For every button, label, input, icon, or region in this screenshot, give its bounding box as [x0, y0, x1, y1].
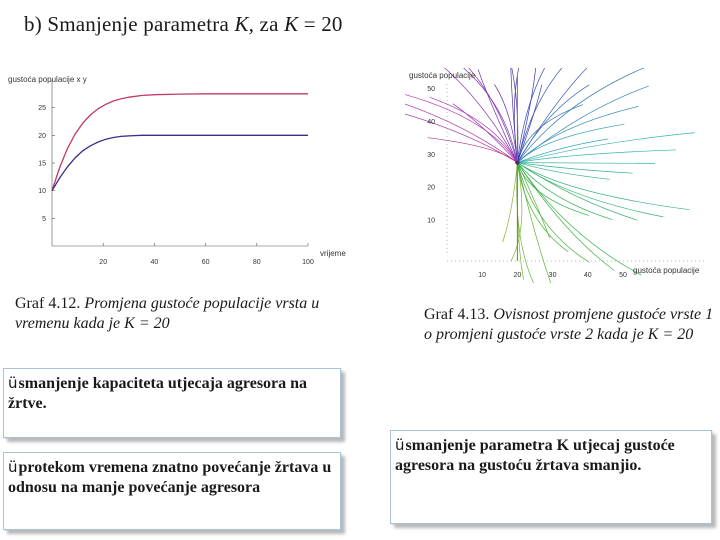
y-tick-label: 20 [38, 132, 46, 140]
y-tick-label: 25 [38, 105, 46, 113]
figure-caption-left: Graf 4.12. Promjena gustoće populacije vrsta u vremenu kada je K = 20 [15, 295, 320, 332]
x-tick-label: 20 [513, 272, 522, 279]
y-tick-label: 50 [427, 86, 435, 94]
figure-caption-right: Graf 4.13. Ovisnost promjene gustoće vrste 1 o promjeni gustoće vrste 2 kada je K = 20 [424, 306, 714, 343]
checkmark-icon: ü [8, 458, 18, 476]
y-tick-label: 5 [42, 215, 46, 223]
trajectory-line [405, 95, 517, 163]
y-tick-label: 30 [427, 151, 435, 159]
x-tick-label: 80 [252, 259, 261, 266]
x-tick-label: 30 [548, 272, 557, 279]
note-callout-2: üprotekom vremena znatno povećanje žrtava u odnosu na manje povećanje agresora [3, 452, 341, 530]
x-tick-label: 50 [619, 272, 627, 279]
trajectory-line [517, 86, 648, 163]
y-tick-label: 10 [427, 217, 435, 225]
x-axis-label: vrijeme [320, 249, 346, 258]
x-tick-label: 40 [583, 272, 592, 279]
checkmark-icon: ü [8, 374, 18, 392]
x-tick-label: 10 [478, 272, 487, 279]
x-tick-label: 20 [99, 259, 108, 266]
series-line-2 [52, 135, 308, 190]
trajectory-line [517, 150, 676, 163]
trajectory-line [430, 97, 517, 162]
note-callout-1: üsmanjenje kapaciteta utjecaja agresora na žrtve. [3, 368, 341, 438]
y-axis-label: gustoća populacije [409, 71, 476, 80]
trajectory-line [503, 163, 518, 243]
trajectory-line [517, 68, 581, 163]
note-callout-3: üsmanjenje parametra K utjecaj gustoće agresora na gustoću žrtava smanjio. [390, 430, 712, 524]
y-tick-label: 40 [427, 118, 435, 126]
x-tick-label: 40 [150, 259, 159, 266]
y-tick-label: 15 [38, 160, 46, 168]
trajectory-line [517, 163, 641, 275]
time-series-chart [0, 68, 370, 268]
x-tick-label: 60 [201, 259, 210, 266]
phase-portrait-chart [405, 68, 720, 283]
trajectory-line [428, 138, 518, 163]
trajectory-line [517, 163, 632, 174]
x-tick-label: 100 [302, 259, 314, 266]
trajectory-line [517, 163, 655, 164]
x-axis-label: gustoća populacije [633, 266, 700, 275]
series-line-1 [52, 94, 308, 191]
y-axis-label: gustoća populacije x y [8, 75, 87, 84]
trajectory-line [517, 163, 663, 217]
equilibrium-point [515, 160, 519, 164]
trajectory-line [517, 133, 694, 163]
trajectory-line [517, 163, 614, 271]
y-tick-label: 20 [427, 184, 435, 192]
checkmark-icon: ü [395, 436, 405, 454]
section-heading: b) Smanjenje parametra K, za K = 20 [24, 12, 343, 36]
y-tick-label: 10 [38, 188, 46, 196]
